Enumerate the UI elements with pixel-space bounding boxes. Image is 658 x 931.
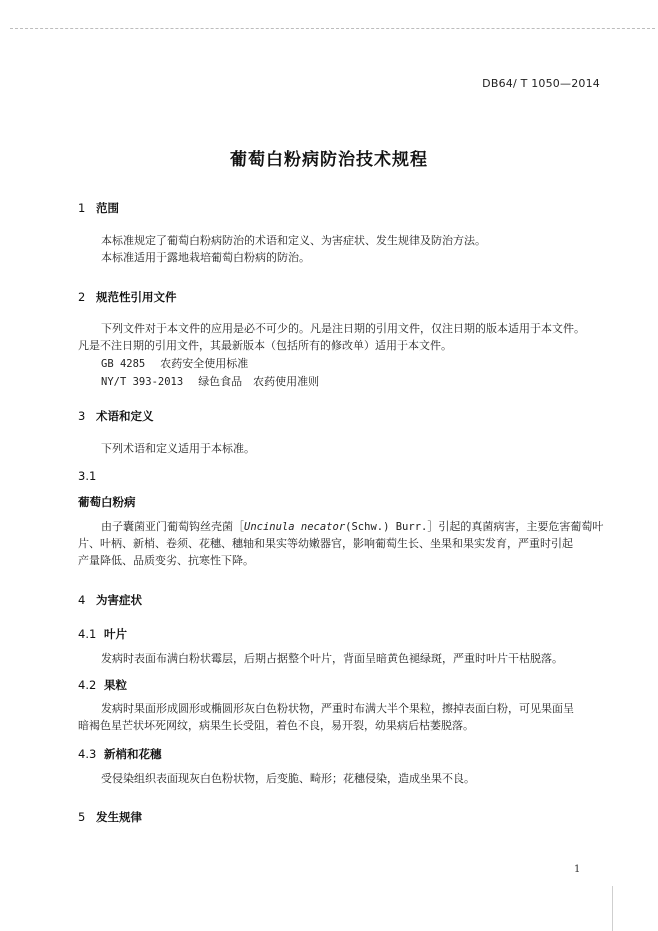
- standard-code: DB64/ T 1050—2014: [482, 77, 600, 90]
- section-5-heading: [78, 809, 142, 825]
- term-name: 葡萄白粉病: [78, 495, 136, 509]
- page-number: 1: [574, 864, 581, 875]
- section-3-heading: [78, 408, 154, 424]
- section-1-paragraph-1: 本标准规定了葡萄白粉病防治的术语和定义、为害症状、发生规律及防治方法。: [101, 234, 486, 247]
- section-title: 为害症状: [96, 593, 142, 607]
- reference-code: GB 4285: [101, 358, 146, 370]
- subsection-title: 叶片: [104, 627, 127, 641]
- bottom-edge-rule: [612, 886, 613, 931]
- subsection-4-2-heading: [78, 677, 127, 693]
- subsection-number: 4.2: [78, 678, 97, 692]
- section-1-paragraph-2: 本标准适用于露地栽培葡萄白粉病的防治。: [101, 251, 310, 264]
- section-title: 术语和定义: [96, 409, 154, 423]
- definition-text: 由子囊菌亚门葡萄钩丝壳菌［: [101, 520, 244, 533]
- term-definition-line-2: 片、叶柄、新梢、卷须、花穗、穗轴和果实等幼嫩器官，影响葡萄生长、坐果和果实发育，严重时引起: [78, 537, 573, 550]
- subsection-4-1-text: 发病时表面布满白粉状霉层，后期占据整个叶片，背面呈暗黄色褪绿斑，严重时叶片干枯脱落。: [101, 652, 563, 665]
- reference-title: 绿色食品 农药使用准则: [198, 375, 320, 388]
- section-number: 5: [78, 810, 86, 824]
- term-definition-line-3: 产量降低、品质变劣、抗寒性下降。: [78, 554, 254, 567]
- subsection-4-3-text: 受侵染组织表面现灰白色粉状物，后变脆、畸形；花穗侵染，造成坐果不良。: [101, 772, 475, 785]
- section-number: 2: [78, 290, 86, 304]
- section-1-heading: [78, 200, 119, 216]
- subsection-number: 4.1: [78, 627, 97, 641]
- subsection-title: 果粒: [104, 678, 127, 692]
- section-title: 范围: [96, 201, 119, 215]
- section-number: 4: [78, 593, 86, 607]
- subsection-title: 新梢和花穗: [104, 747, 162, 761]
- section-4-heading: [78, 592, 142, 608]
- section-3-paragraph: 下列术语和定义适用于本标准。: [101, 442, 255, 455]
- subsection-4-3-heading: [78, 746, 162, 762]
- subsection-4-1-heading: [78, 626, 127, 642]
- section-title: 规范性引用文件: [96, 290, 177, 304]
- latin-author: (Schw.) Burr.: [345, 521, 428, 533]
- top-border-rule: [10, 28, 655, 29]
- subsection-number: 4.3: [78, 747, 97, 761]
- latin-name: Uncinula necator: [244, 521, 346, 533]
- normative-reference-2: [101, 373, 631, 391]
- normative-reference-1: [101, 355, 631, 373]
- reference-code: NY/T 393-2013: [101, 376, 184, 388]
- section-number: 3: [78, 409, 86, 423]
- subsection-4-2-line-2: 暗褐色星芒状坏死网纹，病果生长受阻，着色不良，易开裂，幼果病后枯萎脱落。: [78, 719, 474, 732]
- reference-title: 农药安全使用标准: [160, 357, 249, 370]
- section-2-paragraph-line-1: 下列文件对于本文件的应用是必不可少的。凡是注日期的引用文件，仅注日期的版本适用于本文件。: [101, 322, 585, 335]
- term-definition-line-1: [101, 518, 631, 536]
- section-number: 1: [78, 201, 86, 215]
- document-title: 葡萄白粉病防治技术规程: [230, 150, 428, 170]
- term-heading: [78, 494, 136, 510]
- section-2-heading: [78, 289, 177, 305]
- section-title: 发生规律: [96, 810, 142, 824]
- subsection-3-1-number: 3.1: [78, 469, 97, 483]
- definition-text: ］引起的真菌病害，主要危害葡萄叶: [427, 520, 604, 533]
- section-2-paragraph-line-2: 凡是不注日期的引用文件，其最新版本（包括所有的修改单）适用于本文件。: [78, 339, 452, 352]
- subsection-4-2-line-1: 发病时果面形成圆形或椭圆形灰白色粉状物，严重时布满大半个果粒，擦掉表面白粉，可见果面呈: [101, 702, 574, 715]
